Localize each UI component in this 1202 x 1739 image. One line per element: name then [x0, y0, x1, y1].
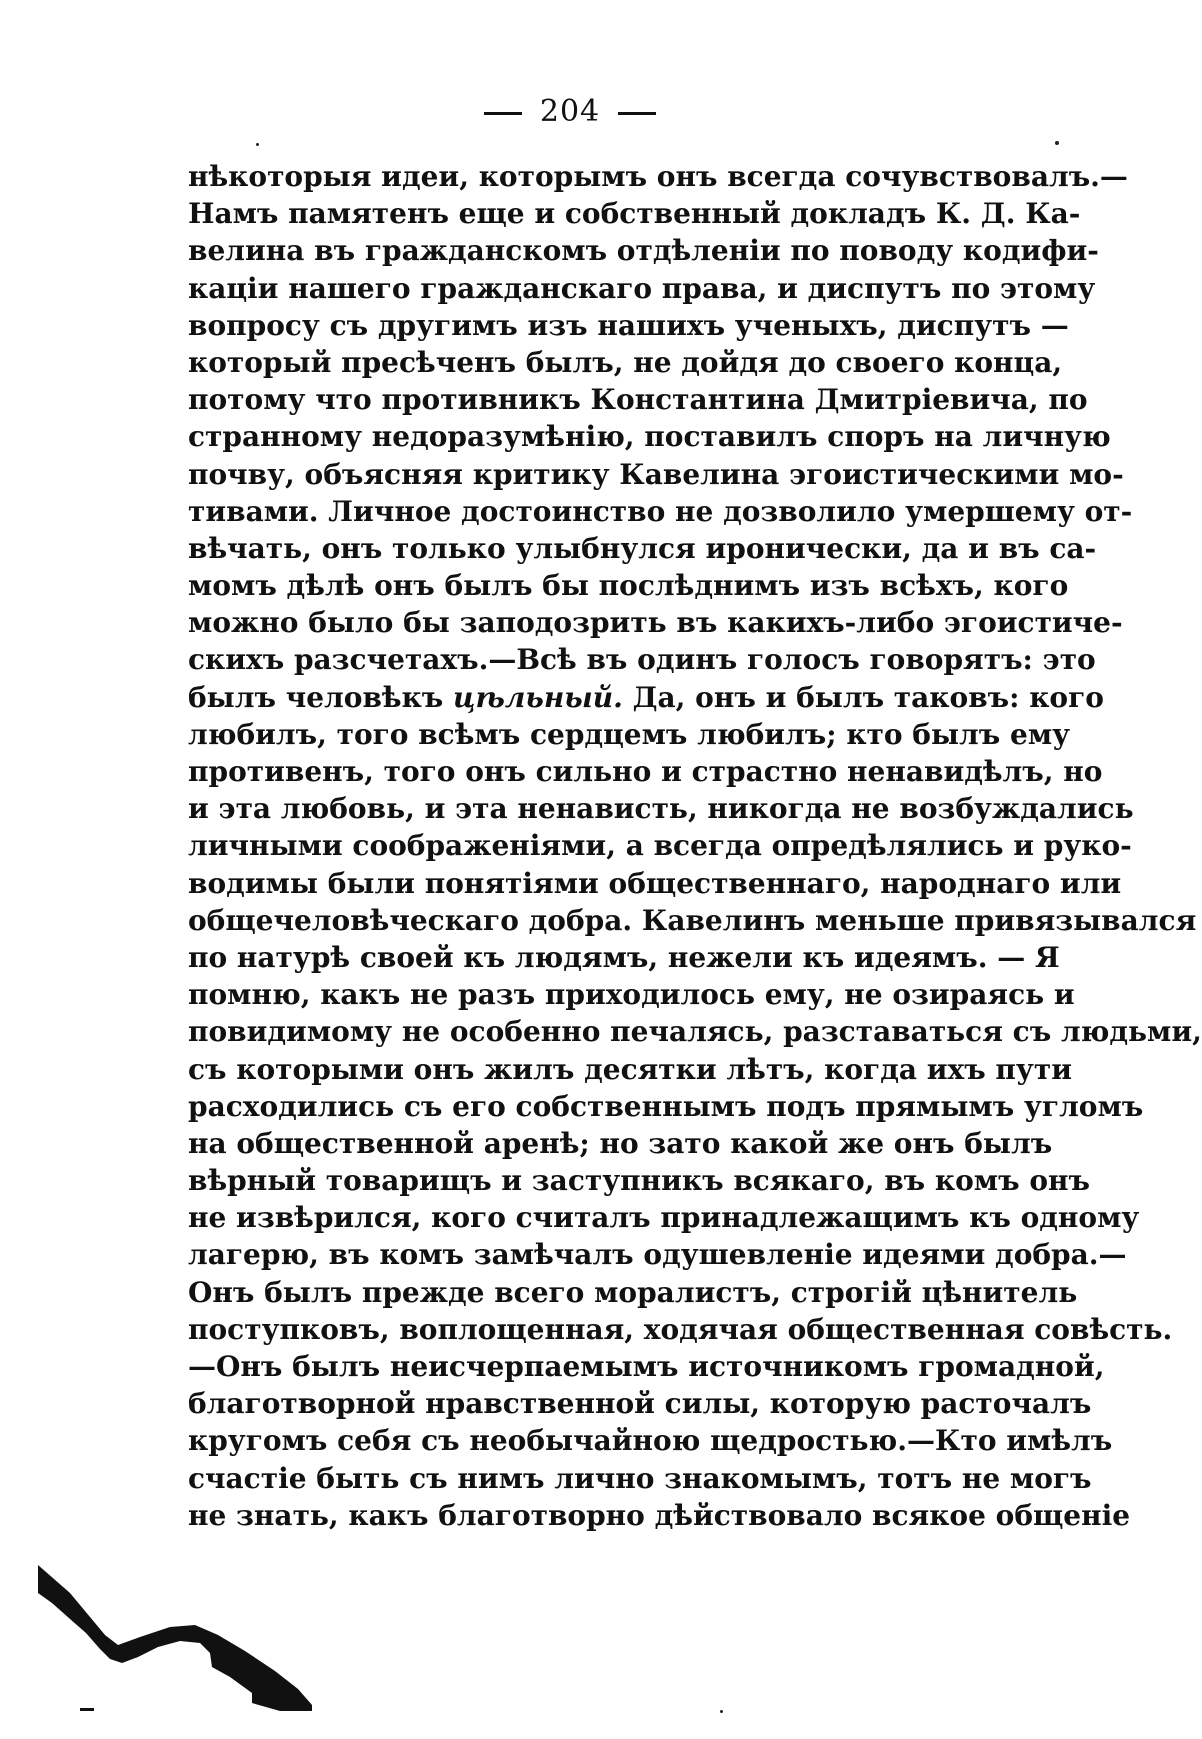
text-line: общечеловѣческаго добра. Кавелинъ меньше привязывался: [188, 903, 1197, 937]
scan-speck: [1055, 141, 1059, 145]
text-line: противенъ, того онъ сильно и страстно ненавидѣлъ, но: [188, 755, 1103, 788]
italic-word: цѣльный.: [453, 680, 623, 714]
text-line: вопросу съ другимъ изъ нашихъ ученыхъ, диспутъ —: [188, 308, 1069, 342]
scan-artifact-shape: [30, 1555, 330, 1725]
text-line: благотворной нравственной силы, которую расточалъ: [188, 1387, 1092, 1421]
text-line: и эта любовь, и эта ненависть, никогда не возбуждались: [188, 792, 1134, 826]
text-line: личными соображеніями, а всегда опредѣлялись и руко-: [188, 829, 1132, 863]
text-line: который пресѣченъ былъ, не дойдя до своего конца,: [188, 345, 1063, 379]
italic-line-before: былъ человѣкъ: [188, 680, 454, 714]
text-line: почву, объясняя критику Кавелина эгоистическими мо-: [188, 457, 1124, 491]
text-line: скихъ разсчетахъ.—Всѣ въ одинъ голосъ говорятъ: это: [188, 643, 1096, 677]
text-line: потому что противникъ Константина Дмитріевича, по: [188, 383, 1088, 417]
text-line: кругомъ себя съ необычайною щедростью.—Кто имѣлъ: [188, 1424, 1113, 1458]
text-line: каціи нашего гражданскаго права, и диспутъ по этому: [188, 271, 1096, 305]
text-line: на общественной аренѣ; но зато какой же онъ былъ: [188, 1126, 1053, 1160]
text-line: не знать, какъ благотворно дѣйствовало всякое общеніе: [188, 1498, 1131, 1532]
text-line: помню, какъ не разъ приходилось ему, не озираясь и: [188, 978, 1075, 1012]
text-line: водимы были понятіями общественнаго, народнаго или: [188, 866, 1122, 900]
text-line: странному недоразумѣнію, поставилъ споръ на личную: [188, 420, 1111, 454]
text-line: тивами. Личное достоинство не дозволило умершему от-: [188, 494, 1133, 528]
scan-speck: [720, 1710, 723, 1713]
text-line: любилъ, того всѣмъ сердцемъ любилъ; кто былъ ему: [188, 717, 1071, 751]
text-line: вѣрный товарищъ и заступникъ всякаго, въ комъ онъ: [188, 1164, 1091, 1198]
text-line: велина въ гражданскомъ отдѣленіи по поводу кодифи-: [188, 234, 1099, 268]
text-line: момъ дѣлѣ онъ былъ бы послѣднимъ изъ всѣхъ, кого: [188, 569, 1069, 603]
text-line: вѣчать, онъ только улыбнулся иронически, да и въ са-: [188, 531, 1097, 565]
page-header: [0, 92, 1140, 132]
text-line: не извѣрился, кого считалъ принадлежащимъ къ одному: [188, 1201, 1140, 1235]
text-line: нѣкоторыя идеи, которымъ онъ всегда сочувствовалъ.—: [188, 160, 1128, 193]
text-line: счастіе быть съ нимъ лично знакомымъ, тотъ не могъ: [188, 1461, 1092, 1495]
scan-speck: [256, 143, 259, 146]
italic-line-after: Да, онъ и былъ таковъ: кого: [622, 680, 1104, 714]
text-line: лагерю, въ комъ замѣчалъ одушевленіе идеями добра.—: [188, 1238, 1127, 1272]
header-dash-left: [484, 112, 522, 115]
text-line: можно было бы заподозрить въ какихъ-либо эгоистиче-: [188, 606, 1123, 640]
text-line: расходились съ его собственнымъ подъ прямымъ угломъ: [188, 1089, 1144, 1123]
text-line: по натурѣ своей къ людямъ, нежели къ идеямъ. — Я: [188, 940, 1060, 974]
text-line: —Онъ былъ неисчерпаемымъ источникомъ громадной,: [188, 1350, 1105, 1383]
body-text: [188, 158, 1202, 1534]
text-line: съ которыми онъ жилъ десятки лѣтъ, когда ихъ пути: [188, 1052, 1072, 1086]
text-line: поступковъ, воплощенная, ходячая общественная совѣсть.: [188, 1312, 1173, 1346]
text-line: Онъ былъ прежде всего моралистъ, строгій цѣнитель: [188, 1275, 1078, 1309]
header-dash-right: [618, 112, 656, 115]
text-line-with-italic: [188, 679, 1104, 716]
text-line: повидимому не особенно печалясь, разставаться съ людьми,: [188, 1015, 1202, 1049]
text-line: Намъ памятенъ еще и собственный докладъ К. Д. Ка-: [188, 197, 1081, 231]
page-number: 204: [539, 94, 601, 129]
